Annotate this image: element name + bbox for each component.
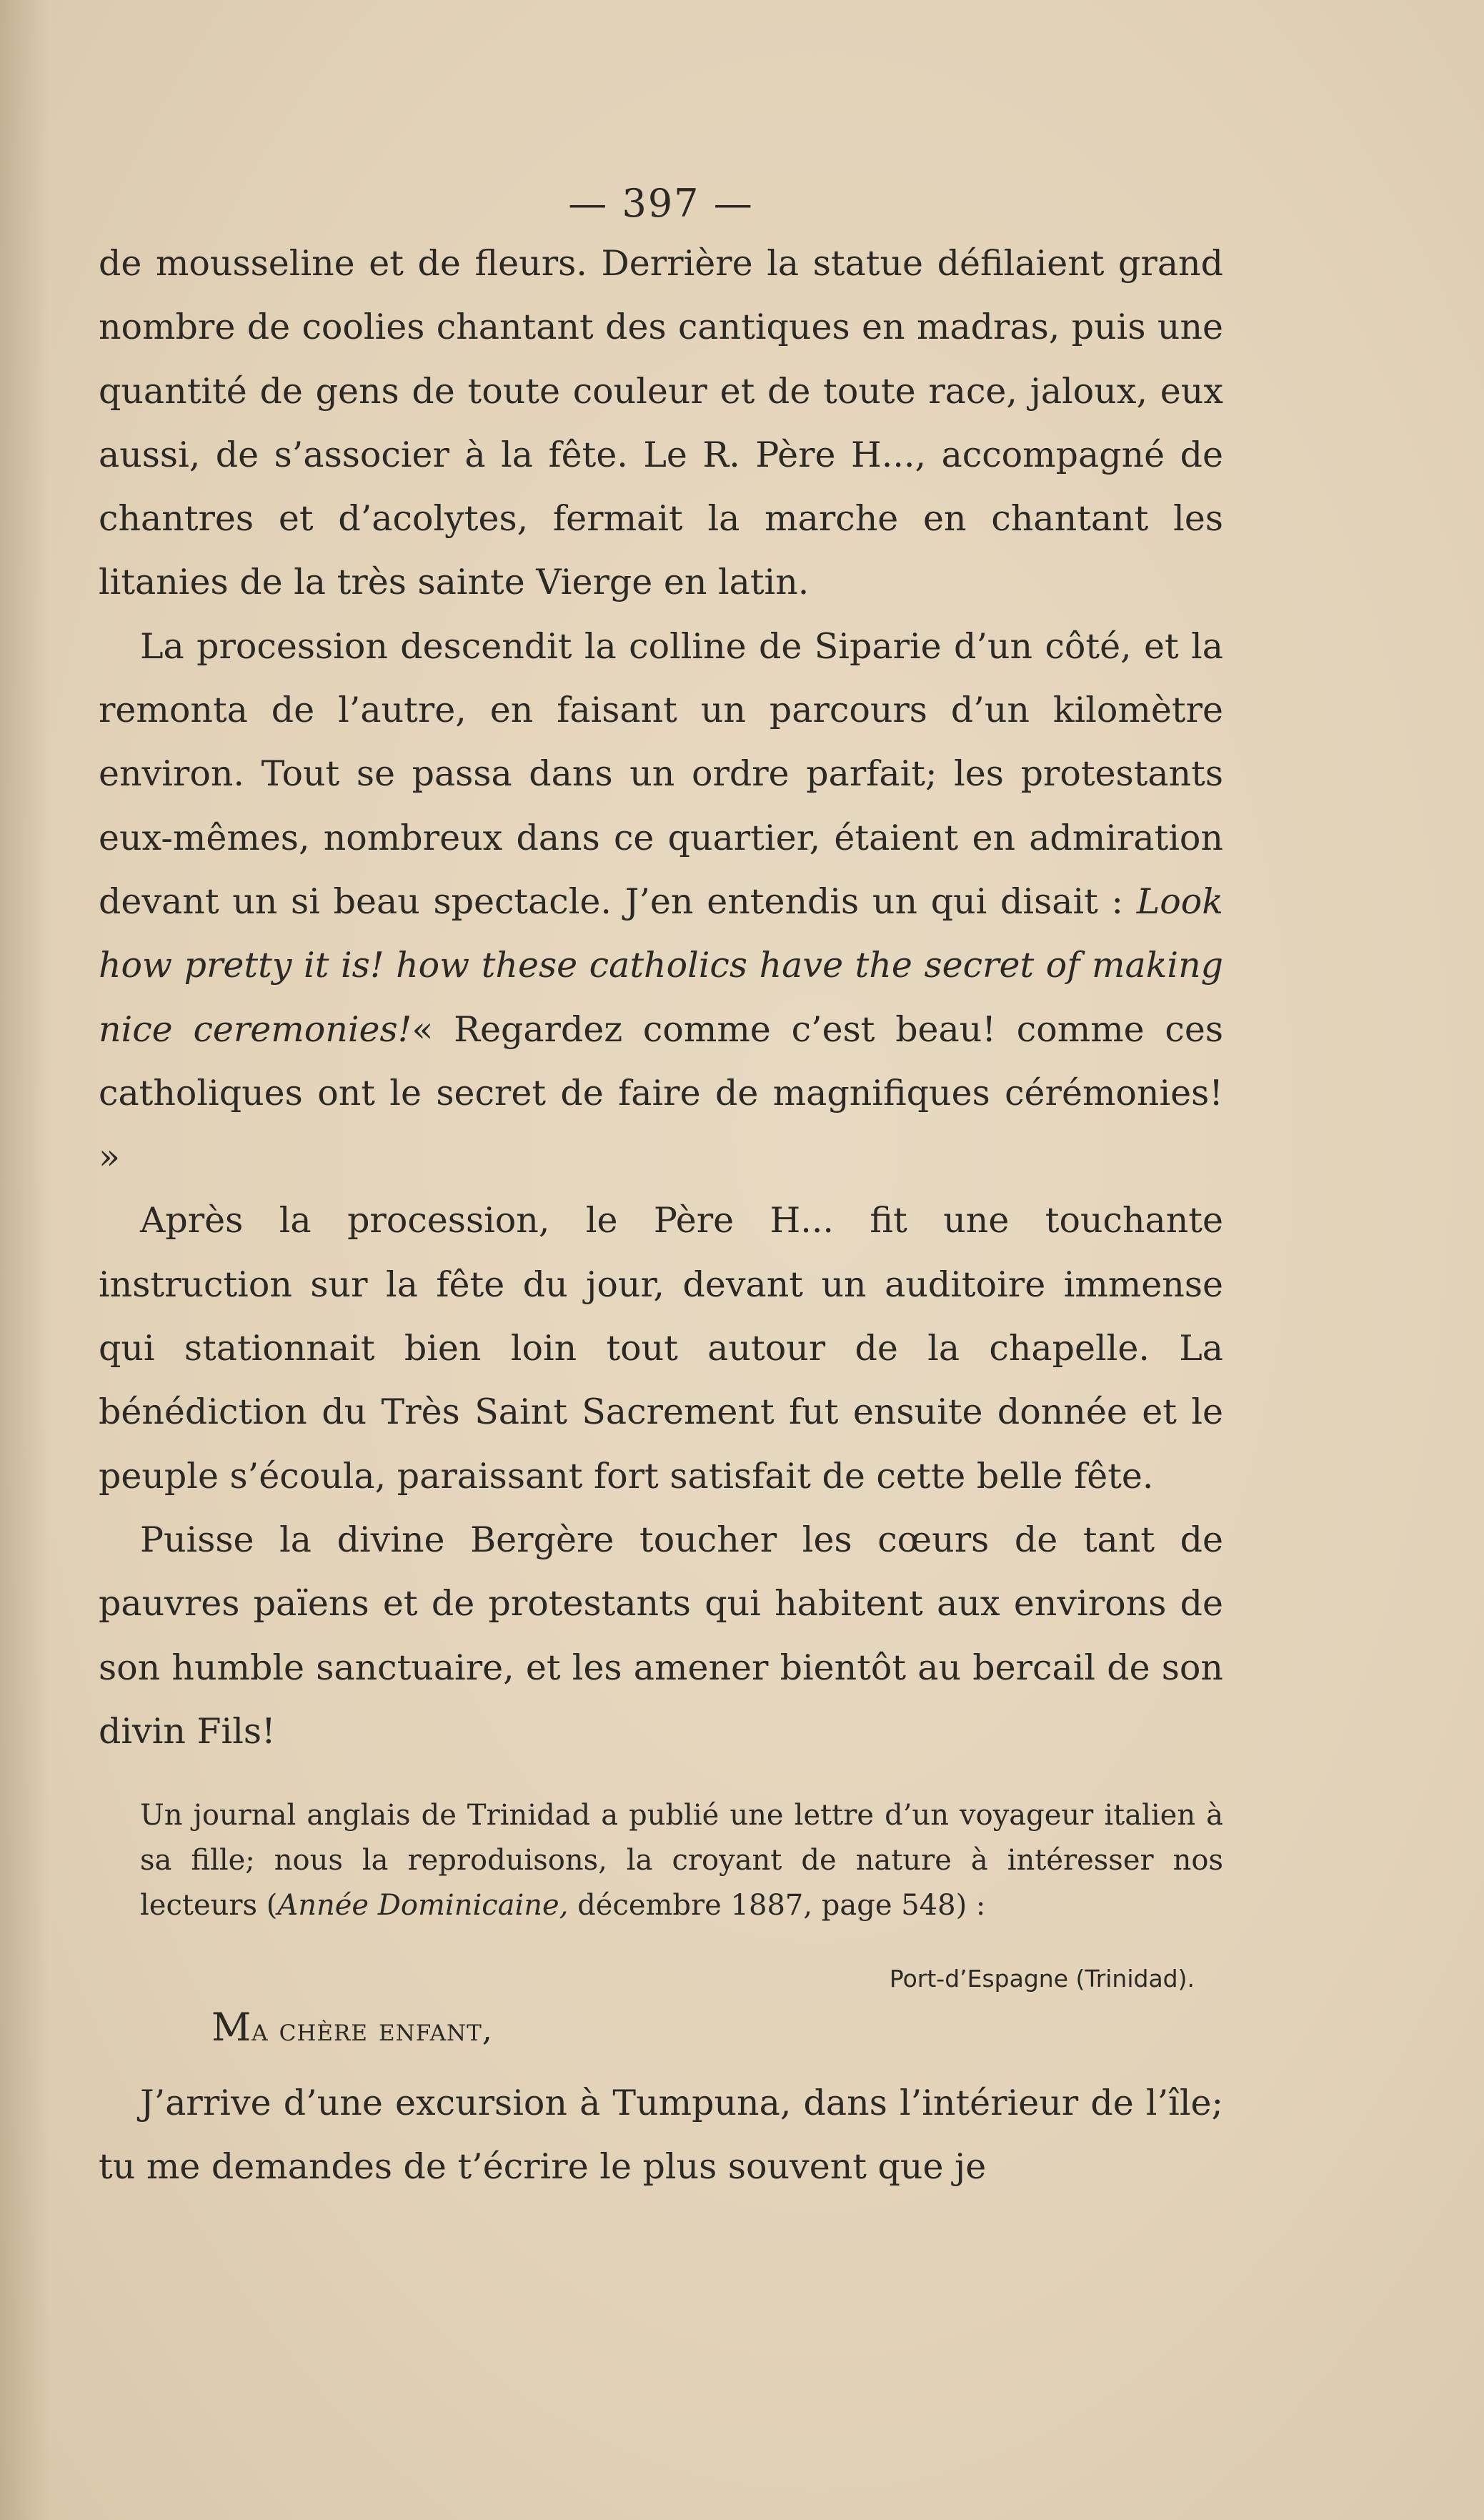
binding-shadow xyxy=(0,0,50,2520)
salutation-text: a chère enfant, xyxy=(252,2012,493,2049)
editorial-note xyxy=(99,1793,1223,1928)
paragraph-procession-route xyxy=(99,615,1223,1189)
editorial-note-source: Année Dominicaine, xyxy=(277,1889,569,1923)
paragraph-procession-route-text: La procession descendit la colline de Siparie d’un côté, et la remonta de l’autre, en faisant un parcours d’un kilomètre environ. Tout se passa dans un ordre parfait; les protestants eux-mêmes, nombreux dans ce quartier, étaient en admiration devant un si beau spectacle. J’en entendis un qui disait : xyxy=(99,625,1223,922)
text-block xyxy=(99,179,1223,2199)
letter-opening-paragraph: J’arrive d’une excursion à Tumpuna, dans l’intérieur de l’île; tu me demandes de t’écrire le plus souvent que je xyxy=(99,2083,1223,2188)
english-quote: Look how pretty it is! how these catholics have the secret of making nice ceremonies! xyxy=(99,880,1223,1050)
salutation-initial: M xyxy=(211,2005,252,2050)
letter-salutation xyxy=(211,2004,1223,2054)
paragraph-after-procession: Après la procession, le Père H... fit une touchante instruction sur la fête du jour, devant un auditoire immense qui stationnait bien loin tout autour de la chapelle. La bénédiction du Très Saint Sacrement fut ensuite donnée et le peuple s’écoula, paraissant fort satisfait de cette belle fête. xyxy=(99,1200,1223,1497)
page-number: — 397 — xyxy=(568,181,754,226)
editorial-note-citation: décembre 1887, page 548) : xyxy=(568,1889,986,1923)
paragraph-prayer: Puisse la divine Bergère toucher les cœurs de tant de pauvres païens et de protestants qui habitent aux environs de son humble sanctuaire, et les amener bientôt au bercail de son divin Fils! xyxy=(99,1519,1223,1752)
french-translation: « Regardez comme c’est beau! comme ces catholiques ont le secret de faire de magnifiques cérémonies! » xyxy=(99,1008,1224,1178)
editorial-note-text: Un journal anglais de Trinidad a publié une lettre d’un voyageur italien à sa fille; nous la reproduisons, la croyant de nature à intéresser nos lecteurs ( xyxy=(140,1799,1223,1923)
letter-dateline: Port-d’Espagne (Trinidad). xyxy=(889,1965,1195,1993)
paragraph-procession-description: de mousseline et de fleurs. Derrière la statue défilaient grand nombre de coolies chantant des cantiques en madras, puis une quantité de gens de toute couleur et de toute race, jaloux, eux aussi, de s’associer à la fête. Le R. Père H..., accompagné de chantres et d’acolytes, fermait la marche en chantant les litanies de la très sainte Vierge en latin. xyxy=(99,243,1223,603)
